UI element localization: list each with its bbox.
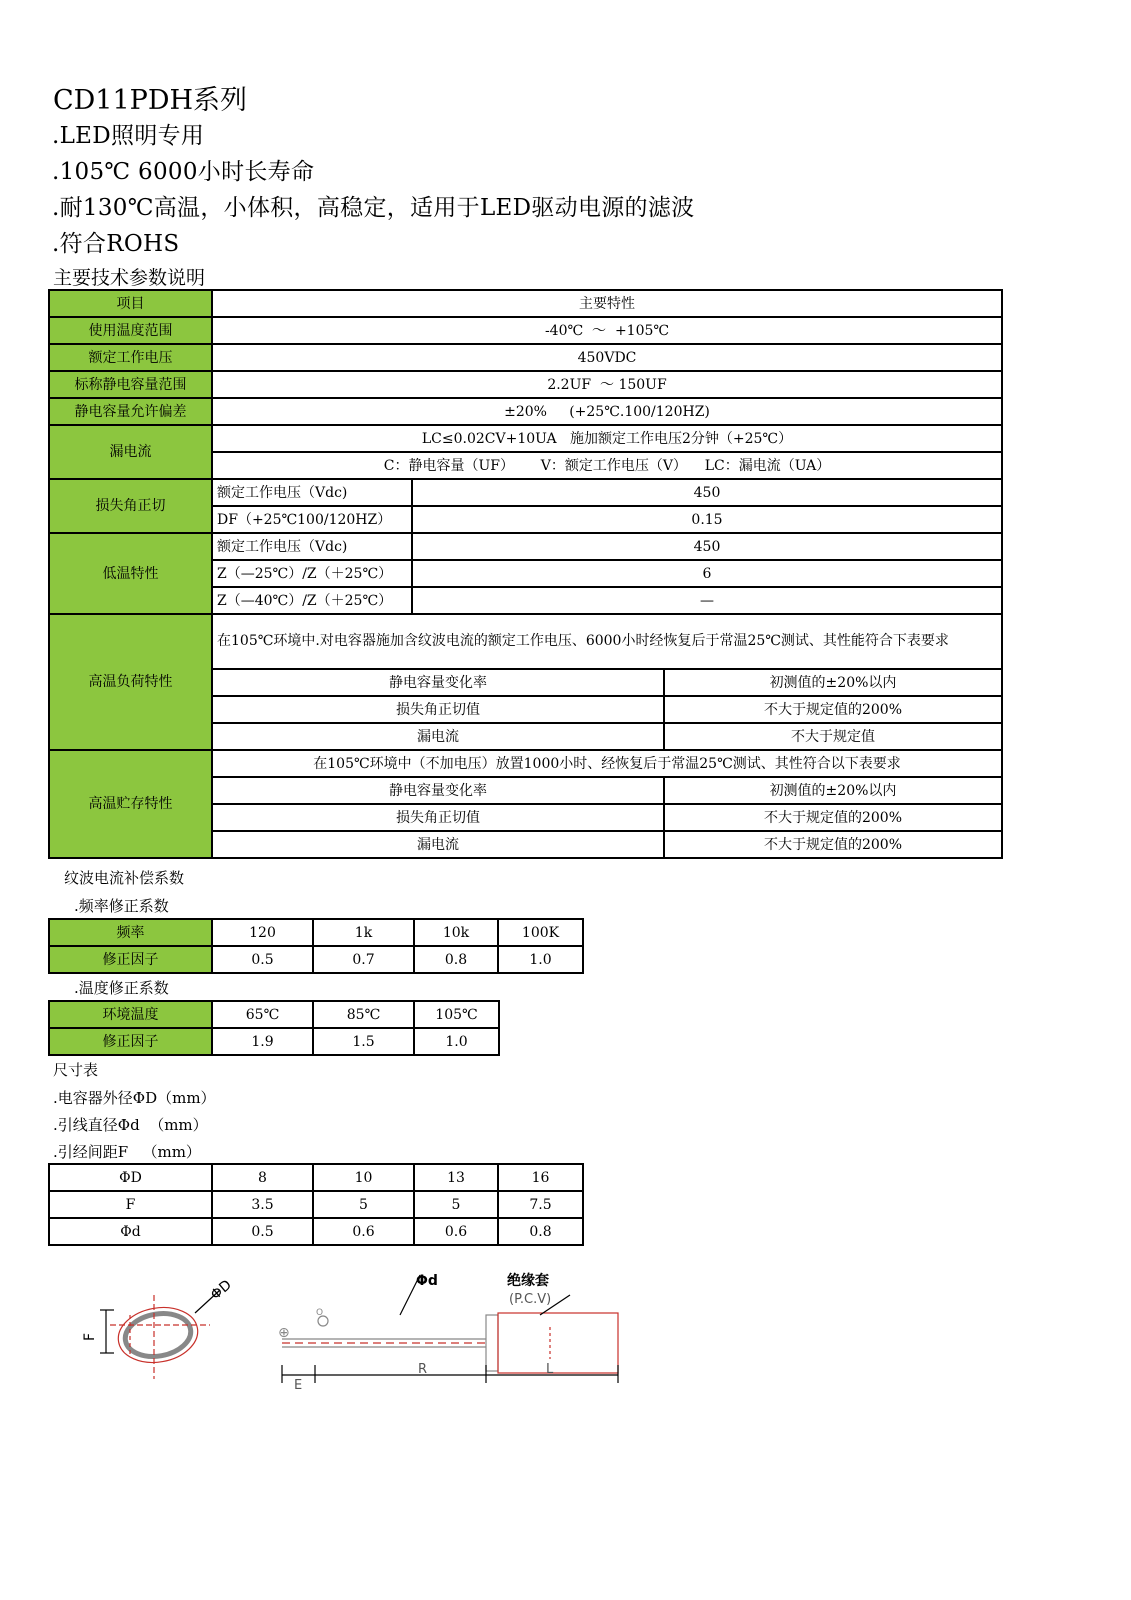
dim-cell: 0.6 <box>313 1218 414 1245</box>
dim-cell: 5 <box>313 1191 414 1218</box>
dimension-table <box>48 1163 584 1246</box>
dimension-note-diameter: .电容器外径ΦD（mm） <box>53 1089 216 1107</box>
dim-cell: 16 <box>498 1164 583 1191</box>
dim-cell: 7.5 <box>498 1191 583 1218</box>
spec-heading: 主要技术参数说明 <box>53 267 206 289</box>
lowtemp-row-value: — <box>412 587 1002 614</box>
shelf-label: 高温贮存特性 <box>49 750 212 858</box>
spec-main-header: 主要特性 <box>212 290 1002 317</box>
dim-cell: 8 <box>212 1164 313 1191</box>
load-row-value: 初测值的±20%以内 <box>664 669 1002 696</box>
temp-factor-cell: 1.0 <box>414 1028 499 1055</box>
freq-factor-cell: 0.8 <box>414 946 498 973</box>
temp-factor-cell: 1.5 <box>313 1028 414 1055</box>
shelf-row-value: 不大于规定值的200% <box>664 831 1002 858</box>
dimension-note-lead: .引线直径Φd （mm） <box>53 1116 208 1134</box>
lowtemp-row-value: 6 <box>412 560 1002 587</box>
ripple-heading: 纹波电流补偿系数 <box>64 869 185 887</box>
dim-R-label: R <box>418 1362 428 1377</box>
temp-cell: 105℃ <box>414 1001 499 1028</box>
temp-cell: 85℃ <box>313 1001 414 1028</box>
lead-o: O <box>316 1308 324 1318</box>
dim-cell: 0.8 <box>498 1218 583 1245</box>
temp-row-label: 环境温度 <box>49 1001 212 1028</box>
dim-cell: 5 <box>414 1191 498 1218</box>
temp-factor-cell: 1.9 <box>212 1028 313 1055</box>
dim-phid-label: Φd <box>416 1273 438 1289</box>
lead-mark: ⊕ <box>278 1325 290 1341</box>
voltage-value: 450VDC <box>212 344 1002 371</box>
insulation-label: 绝缘套 <box>507 1273 549 1289</box>
capacitor-dimension-drawing <box>70 1265 640 1395</box>
freq-factor-label: 修正因子 <box>49 946 212 973</box>
dim-F-label: F <box>82 1332 98 1341</box>
bullet-led: .LED照明专用 <box>52 123 205 149</box>
leak-formula: LC≤0.02CV+10UA 施加额定工作电压2分钟（+25℃） <box>212 425 1002 452</box>
lowtemp-row-key: 额定工作电压（Vdc) <box>212 533 412 560</box>
df-row-value: 450 <box>412 479 1002 506</box>
shelf-description: 在105℃环境中（不加电压）放置1000小时、经恢复后于常温25℃测试、其性符合以下表要求 <box>212 750 1002 777</box>
dim-cell: 3.5 <box>212 1191 313 1218</box>
dim-cell: 0.6 <box>414 1218 498 1245</box>
df-label: 损失角正切 <box>49 479 212 533</box>
lowtemp-row-key: Z（—25℃）/Z（＋25℃） <box>212 560 412 587</box>
dim-cell: 10 <box>313 1164 414 1191</box>
voltage-label: 额定工作电压 <box>49 344 212 371</box>
freq-cell: 10k <box>414 919 498 946</box>
spec-table <box>48 289 1003 859</box>
shelf-row-key: 漏电流 <box>212 831 664 858</box>
side-view <box>282 1275 618 1383</box>
load-row-key: 损失角正切值 <box>212 696 664 723</box>
temp-factor-label: 修正因子 <box>49 1028 212 1055</box>
cap-range-value: 2.2UF ～ 150UF <box>212 371 1002 398</box>
shelf-row-value: 不大于规定值的200% <box>664 804 1002 831</box>
load-row-key: 漏电流 <box>212 723 664 750</box>
dim-cell: 0.5 <box>212 1218 313 1245</box>
pcv-label: (P.C.V) <box>509 1292 552 1307</box>
load-label: 高温负荷特性 <box>49 614 212 750</box>
bullet-rohs: .符合ROHS <box>52 231 180 257</box>
page-title: CD11PDH系列 <box>53 85 248 116</box>
dim-L-label: L <box>546 1362 554 1377</box>
freq-table <box>48 918 584 974</box>
df-row-key: DF（+25℃100/120HZ） <box>212 506 412 533</box>
dim-row-label: F <box>49 1191 212 1218</box>
shelf-row-value: 初测值的±20%以内 <box>664 777 1002 804</box>
temp-table <box>48 1000 500 1056</box>
temp-range-value: -40℃ ～ +105℃ <box>212 317 1002 344</box>
dim-cell: 13 <box>414 1164 498 1191</box>
temp-range-label: 使用温度范围 <box>49 317 212 344</box>
temp-cell: 65℃ <box>212 1001 313 1028</box>
df-row-value: 0.15 <box>412 506 1002 533</box>
dim-row-label: Φd <box>49 1218 212 1245</box>
tolerance-label: 静电容量允许偏差 <box>49 398 212 425</box>
lowtemp-row-value: 450 <box>412 533 1002 560</box>
lowtemp-row-key: Z（—40℃）/Z（＋25℃） <box>212 587 412 614</box>
freq-factor-cell: 0.7 <box>313 946 414 973</box>
dim-E-label: E <box>294 1378 303 1393</box>
dim-row-label: ΦD <box>49 1164 212 1191</box>
cap-range-label: 标称静电容量范围 <box>49 371 212 398</box>
freq-cell: 1k <box>313 919 414 946</box>
df-row-key: 额定工作电压（Vdc) <box>212 479 412 506</box>
dim-phiD-label: ΦD <box>207 1277 235 1304</box>
end-view <box>100 1290 220 1379</box>
spec-item-header: 项目 <box>49 290 212 317</box>
leak-label: 漏电流 <box>49 425 212 479</box>
tolerance-value: ±20% (+25℃.100/120HZ) <box>212 398 1002 425</box>
freq-factor-cell: 1.0 <box>498 946 583 973</box>
freq-cell: 100K <box>498 919 583 946</box>
load-row-value: 不大于规定值 <box>664 723 1002 750</box>
load-row-key: 静电容量变化率 <box>212 669 664 696</box>
load-row-value: 不大于规定值的200% <box>664 696 1002 723</box>
freq-row-label: 频率 <box>49 919 212 946</box>
bullet-life: .105℃ 6000小时长寿命 <box>52 159 315 185</box>
freq-cell: 120 <box>212 919 313 946</box>
lowtemp-label: 低温特性 <box>49 533 212 614</box>
bullet-features: .耐130℃高温，小体积，高稳定，适用于LED驱动电源的滤波 <box>52 195 695 221</box>
leak-legend: C：静电容量（UF） V：额定工作电压（V） LC：漏电流（UA） <box>212 452 1002 479</box>
load-description: 在105℃环境中.对电容器施加含纹波电流的额定工作电压、6000小时经恢复后于常温25℃测试、其性能符合下表要求 <box>212 614 1002 669</box>
dimension-note-spacing: .引经间距F （mm） <box>53 1143 201 1161</box>
shelf-row-key: 静电容量变化率 <box>212 777 664 804</box>
temp-heading: .温度修正系数 <box>74 979 169 997</box>
dimension-heading: 尺寸表 <box>53 1061 99 1079</box>
freq-factor-cell: 0.5 <box>212 946 313 973</box>
freq-heading: .频率修正系数 <box>74 897 169 915</box>
shelf-row-key: 损失角正切值 <box>212 804 664 831</box>
